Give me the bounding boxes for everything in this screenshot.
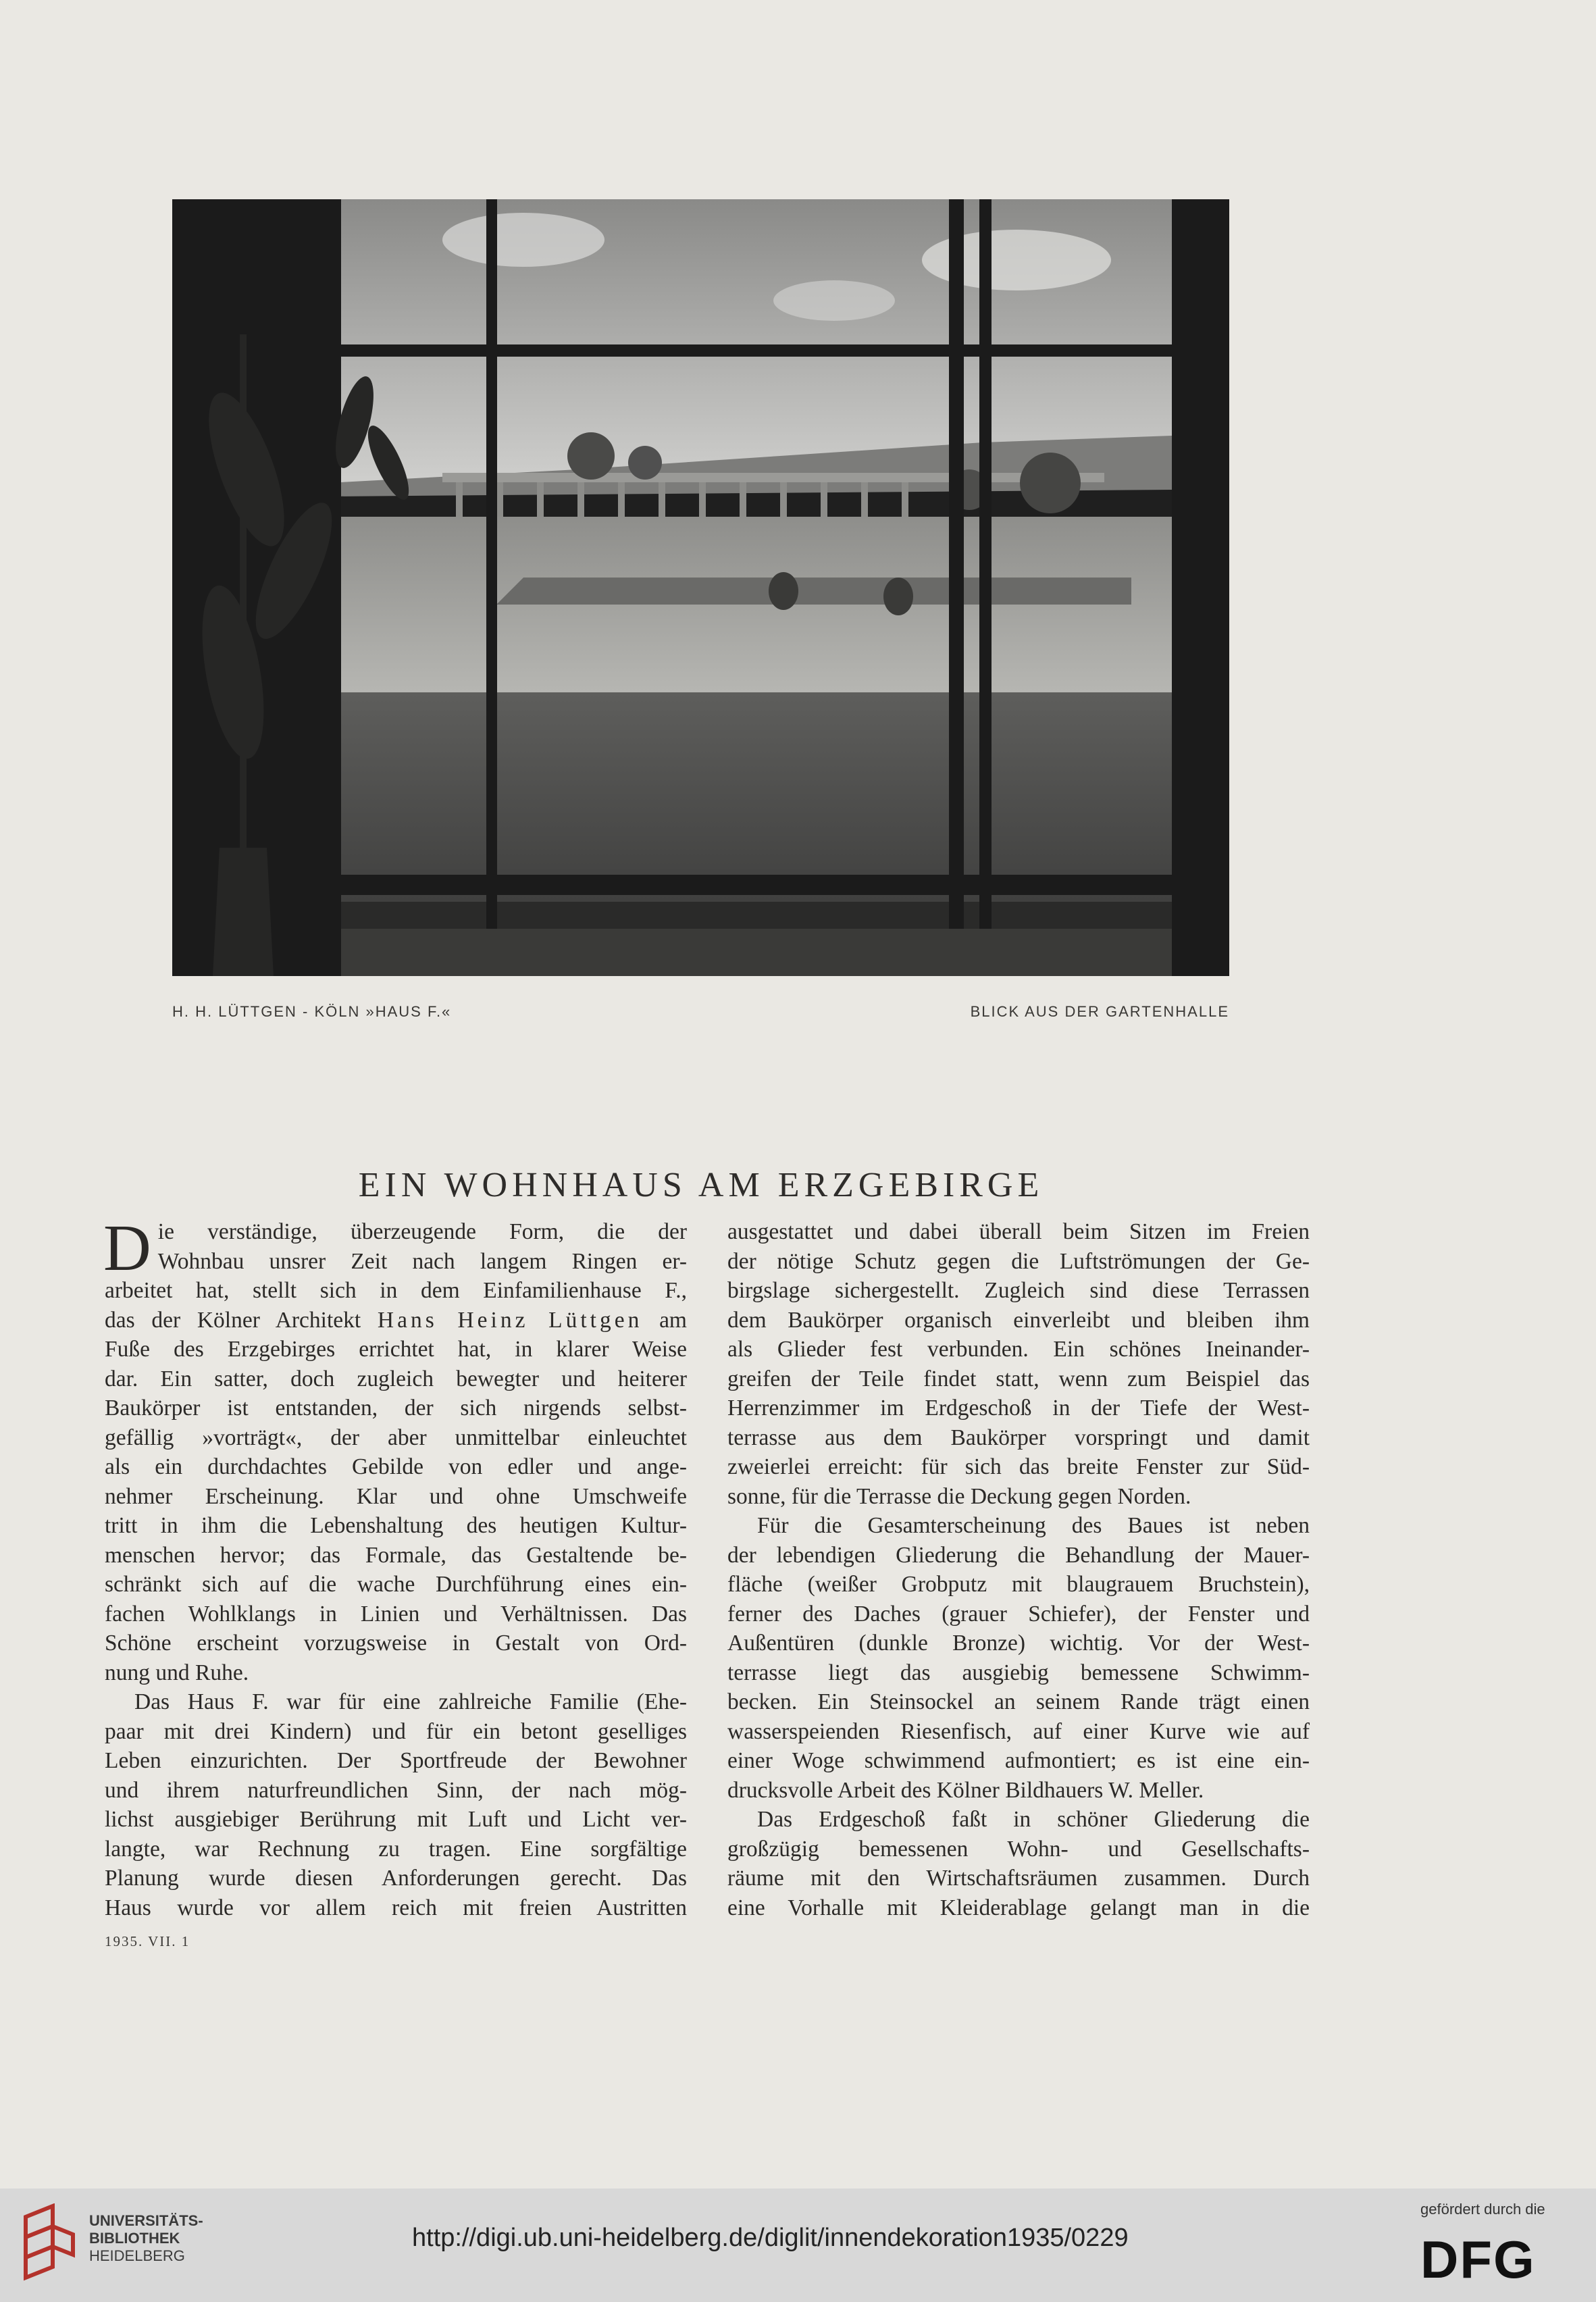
text-line: der lebendigen Gliederung die Behandlung der Mauer- xyxy=(727,1542,1310,1568)
text-line: ie verständige, überzeugende Form, die der xyxy=(157,1219,687,1244)
text-fragment: das der Kölner Architekt xyxy=(105,1307,361,1333)
text-line: paar mit drei Kindern) und für ein betont geselliges xyxy=(105,1718,687,1744)
text-line-with-architect-name xyxy=(105,1306,687,1335)
library-name-line: BIBLIOTHEK xyxy=(89,2230,180,2247)
text-line: Herrenzimmer im Erdgeschoß in der Tiefe der West- xyxy=(727,1396,1310,1421)
text-line: menschen hervor; das Formale, das Gestaltende be- xyxy=(105,1542,687,1568)
university-library-logo-icon xyxy=(19,2203,77,2283)
text-line: dem Baukörper organisch einverleibt und bleiben ihm xyxy=(727,1307,1310,1333)
text-line: schränkt sich auf die wache Durchführung eines ein- xyxy=(105,1572,687,1597)
text-fragment: am xyxy=(659,1307,687,1333)
photo-caption-architect: H. H. LÜTTGEN - KÖLN »HAUS F.« xyxy=(172,1003,452,1020)
text-line: großzügig bemessenen Wohn- und Gesellschafts- xyxy=(727,1836,1310,1862)
text-line: eine Vorhalle mit Kleiderablage gelangt man in die xyxy=(727,1895,1310,1920)
text-line: becken. Ein Steinsockel an seinem Rande trägt einen xyxy=(727,1689,1310,1714)
text-line: Das Haus F. war für eine zahlreiche Familie (Ehe- xyxy=(134,1689,687,1714)
text-line: Das Erdgeschoß faßt in schöner Gliederung die xyxy=(757,1807,1310,1832)
article-title: EIN WOHNHAUS AM ERZGEBIRGE xyxy=(358,1165,1044,1204)
text-line: arbeitet hat, stellt sich in dem Einfamilienhause F., xyxy=(105,1278,687,1303)
text-line: sonne, für die Terrasse die Deckung gegen Norden. xyxy=(727,1483,1191,1509)
text-line: Planung wurde diesen Anforderungen gerecht. Das xyxy=(105,1866,687,1891)
text-line: ferner des Daches (grauer Schiefer), der Fenster und xyxy=(727,1601,1310,1627)
text-line: Fuße des Erzgebirges errichtet hat, in klarer Weise xyxy=(105,1337,687,1362)
text-line: Wohnbau unsrer Zeit nach langem Ringen er- xyxy=(157,1248,687,1274)
text-line: als Glieder fest verbunden. Ein schönes Ineinander- xyxy=(727,1337,1310,1362)
text-line: Schöne erscheint vorzugsweise in Gestalt von Ord- xyxy=(105,1631,687,1656)
dfg-logo: DFG xyxy=(1420,2230,1536,2289)
text-line: einer Woge schwimmend aufmontiert; es ist eine ein- xyxy=(727,1748,1310,1773)
text-line: ausgestattet und dabei überall beim Sitzen im Freien xyxy=(727,1219,1310,1244)
text-line: nung und Ruhe. xyxy=(105,1660,249,1685)
text-line: Leben einzurichten. Der Sportfreude der Bewohner xyxy=(105,1748,687,1773)
page-number: 1935. VII. 1 xyxy=(105,1933,190,1949)
text-line: greifen der Teile findet statt, wenn zum Beispiel das xyxy=(727,1366,1310,1391)
text-line: dar. Ein satter, doch zugleich bewegter und heiterer xyxy=(105,1366,687,1391)
drop-cap: D xyxy=(103,1212,151,1285)
digital-library-url-link[interactable]: http://digi.ub.uni-heidelberg.de/diglit/innendekoration1935/0229 xyxy=(412,2224,1129,2252)
article-column-left xyxy=(103,1212,687,1922)
text-line: terrasse aus dem Baukörper vorspringt und damit xyxy=(727,1425,1310,1450)
text-line: terrasse liegt das ausgiebig bemessene Schwimm- xyxy=(727,1660,1310,1685)
text-line: lichst ausgiebiger Berührung mit Luft und Licht ver- xyxy=(105,1807,687,1832)
photo-caption-description: BLICK AUS DER GARTENHALLE xyxy=(970,1003,1229,1020)
text-line: als ein durchdachtes Gebilde von edler und ange- xyxy=(105,1454,687,1479)
text-line: fachen Wohlklangs in Linien und Verhältnissen. Das xyxy=(105,1601,687,1627)
library-name-line: UNIVERSITÄTS- xyxy=(89,2212,203,2229)
text-line: Haus wurde vor allem reich mit freien Austritten xyxy=(105,1895,687,1920)
sponsor-label: gefördert durch die xyxy=(1420,2201,1545,2218)
text-line: Baukörper ist entstanden, der sich nirgends selbst- xyxy=(105,1396,687,1421)
architect-name: Hans Heinz Lüttgen xyxy=(377,1307,643,1333)
library-name xyxy=(89,2212,203,2265)
text-line: birgslage sichergestellt. Zugleich sind diese Terrassen xyxy=(727,1278,1310,1303)
photograph-garden-view xyxy=(172,199,1229,976)
text-line: fläche (weißer Grobputz mit blaugrauem Bruchstein), xyxy=(727,1572,1310,1597)
text-line: der nötige Schutz gegen die Luftströmungen der Ge- xyxy=(727,1248,1310,1274)
text-line: Für die Gesamterscheinung des Baues ist neben xyxy=(757,1513,1310,1538)
text-line: tritt in ihm die Lebenshaltung des heutigen Kultur- xyxy=(105,1513,687,1538)
text-line: drucksvolle Arbeit des Kölner Bildhauers W. Meller. xyxy=(727,1777,1204,1803)
text-line: Außentüren (dunkle Bronze) wichtig. Vor der West- xyxy=(727,1631,1310,1656)
library-name-line: HEIDELBERG xyxy=(89,2247,185,2264)
article-column-right xyxy=(727,1217,1310,1922)
text-line: zweierlei erreicht: für sich das breite Fenster zur Süd- xyxy=(727,1454,1310,1479)
text-line: langte, war Rechnung zu tragen. Eine sorgfältige xyxy=(105,1836,687,1862)
photo-illustration xyxy=(172,199,1229,976)
text-line: nehmer Erscheinung. Klar und ohne Umschweife xyxy=(105,1483,687,1509)
text-line: wasserspeienden Riesenfisch, auf einer Kurve wie auf xyxy=(727,1718,1310,1744)
text-line: räume mit den Wirtschaftsräumen zusammen. Durch xyxy=(727,1866,1310,1891)
text-line: und ihrem naturfreundlichen Sinn, der nach mög- xyxy=(105,1777,687,1803)
text-line: gefällig »vorträgt«, der aber unmittelbar einleuchtet xyxy=(105,1425,687,1450)
